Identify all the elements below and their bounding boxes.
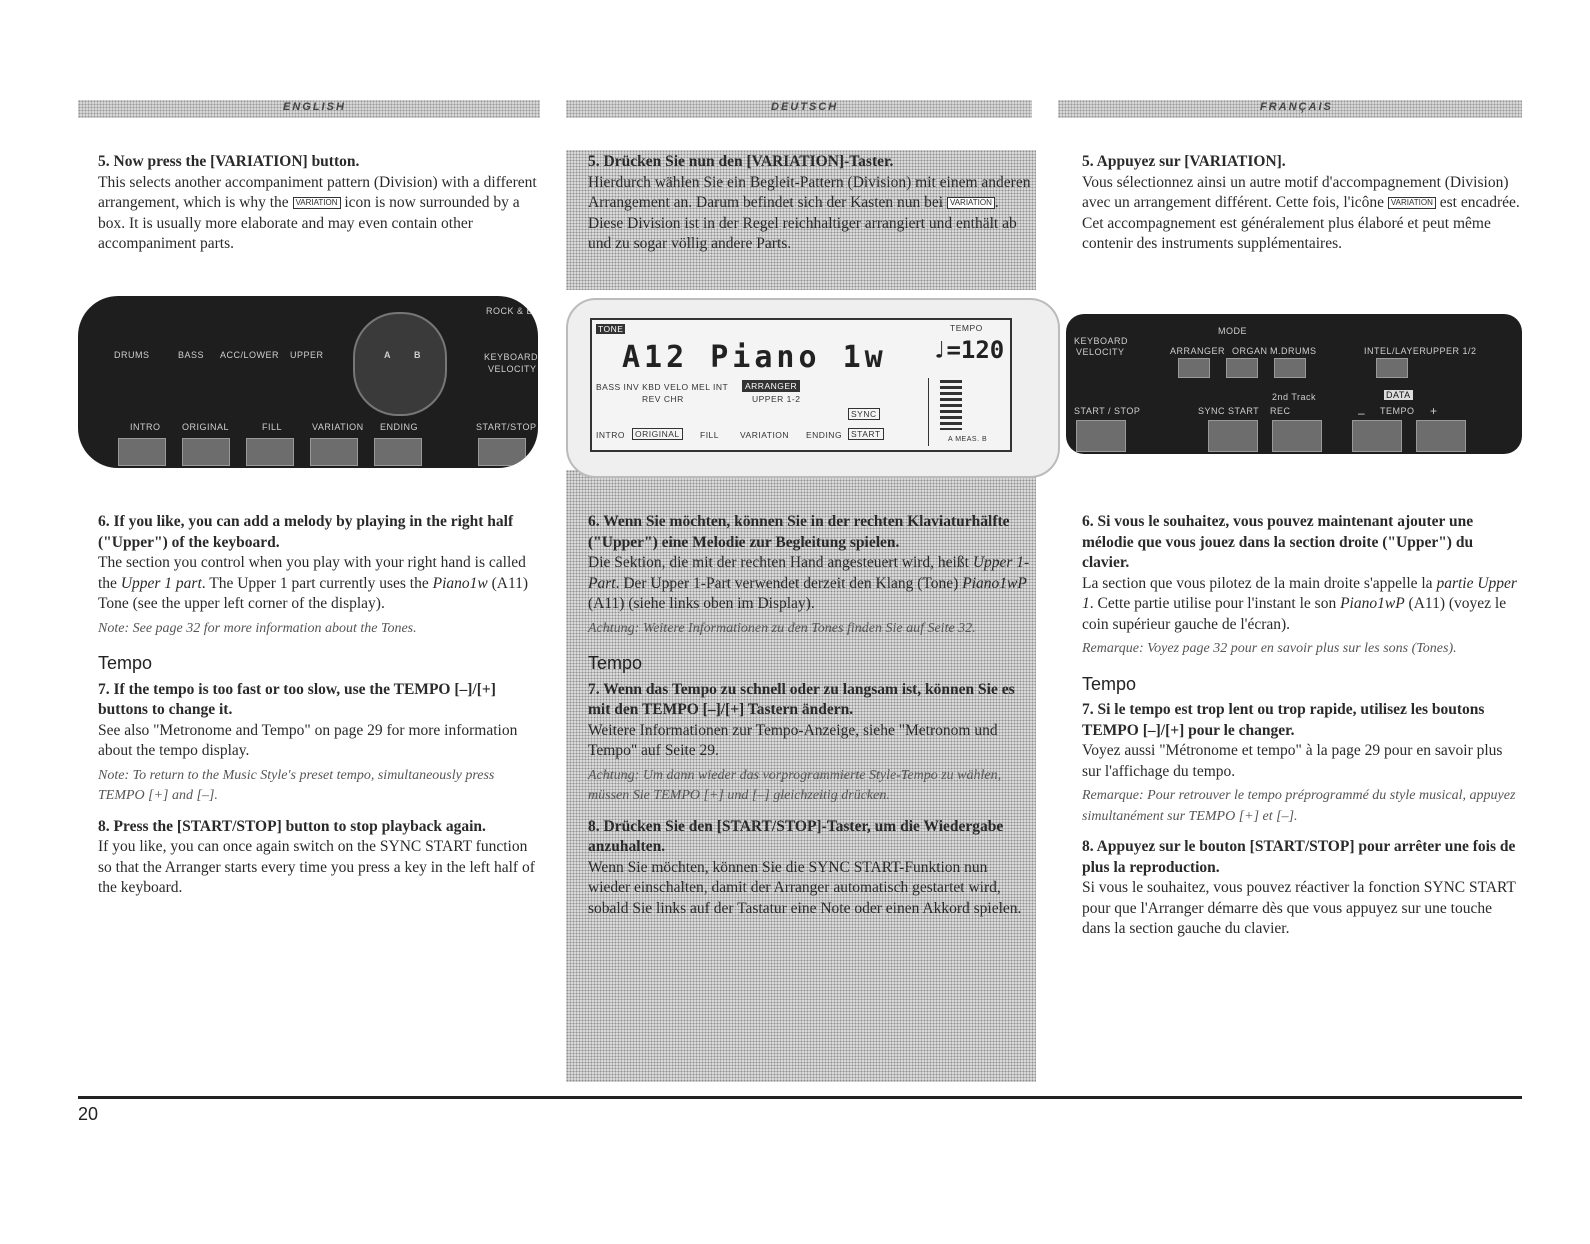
deutsch-tempo-heading: Tempo: [588, 653, 643, 673]
deutsch-step5: [588, 152, 1032, 255]
deutsch-step7-body: Weitere Informationen zur Tempo-Anzeige, siehe "Metronom und Tempo" auf Seite 29.: [588, 721, 998, 759]
deutsch-step6-body-b: . Der Upper 1-Part verwendet derzeit den Klang (Tone): [615, 574, 959, 592]
francais-step5-title: 5. Appuyez sur [VARIATION].: [1082, 153, 1286, 170]
francais-step7-title: 7. Si le tempo est trop lent ou trop rapide, utilisez les boutons TEMPO [–]/[+] pour le changer.: [1082, 701, 1485, 739]
panel-r-mode: MODE: [1218, 326, 1247, 336]
original-button[interactable]: [182, 438, 230, 466]
lcd-display: [590, 318, 1012, 452]
francais-step8-title: 8. Appuyez sur le bouton [START/STOP] pour arrêter une fois de plus la reproduction.: [1082, 838, 1516, 876]
deutsch-step6-title: 6. Wenn Sie möchten, können Sie in der rechten Klaviaturhälfte ("Upper") eine Melodie zur Begleitung spielen.: [588, 513, 1010, 551]
francais-step7-note: Remarque: Pour retrouver le tempo préprogrammé du style musical, appuyez simultanément sur TEMPO [+] et [–].: [1082, 788, 1516, 824]
variation-icon-fr: VARIATION: [1388, 197, 1436, 209]
organ-mode-button[interactable]: [1226, 358, 1258, 378]
panel-r-start-stop: START / STOP: [1074, 406, 1141, 416]
deutsch-step7-note: Achtung: Um dann wieder das vorprogrammierte Style-Tempo zu wählen, müssen Sie TEMPO [+] und [–] gleichzeitig drücken.: [588, 767, 1002, 803]
english-step6-note: Note: See page 32 for more information about the Tones.: [98, 620, 417, 636]
lcd-level-meter: [940, 380, 962, 430]
lcd-upper-row: UPPER 1-2: [752, 394, 801, 404]
english-step6-body: [98, 553, 540, 615]
deutsch-step8-body: Wenn Sie möchten, können Sie die SYNC START-Funktion nun wieder einschalten, damit der Arranger automatisch gestartet wird, sobald Sie links auf der Tastatur eine Note oder einen Akkord spielen.: [588, 858, 1022, 917]
panel-r-data: DATA: [1386, 390, 1411, 400]
intel-layer-button[interactable]: [1376, 358, 1408, 378]
start-stop-button-r[interactable]: [1076, 420, 1126, 452]
english-step5-body: [98, 173, 540, 255]
francais-header: FRANÇAIS: [1260, 101, 1333, 113]
panel-label-rock: ROCK & B: [486, 306, 534, 316]
panel-label-variation: VARIATION: [312, 422, 364, 432]
lcd-measure: A MEAS. B: [948, 436, 988, 443]
panel-label-keyboard: KEYBOARD: [484, 352, 538, 362]
lcd-rev-chr: REV CHR: [642, 394, 684, 404]
francais-step6-body-c: (A11) (voyez le coin supérieur gauche de l'écran).: [1082, 595, 1507, 633]
english-step8-body: If you like, you can once again switch on the SYNC START function so that the Arranger starts every time you press a key in the left half of the keyboard.: [98, 838, 535, 896]
english-header-band: [78, 100, 540, 118]
lcd-arranger-box: ARRANGER: [742, 380, 800, 392]
variation-icon-de: VARIATION: [947, 197, 995, 209]
panel-label-ending: ENDING: [380, 422, 419, 432]
lcd-original-box: ORIGINAL: [632, 428, 683, 440]
panel-label-a: A: [384, 350, 391, 360]
francais-step6-note: Remarque: Voyez page 32 pour en savoir plus sur les sons (Tones).: [1082, 641, 1457, 656]
francais-lower: [1082, 512, 1522, 940]
variation-button[interactable]: [310, 438, 358, 466]
fill-button[interactable]: [246, 438, 294, 466]
francais-step6-em2: Piano1wP: [1340, 595, 1405, 612]
francais-step6-body-a: La section que vous pilotez de la main droite s'appelle la: [1082, 574, 1433, 592]
deutsch-step6-body-a: Die Sektion, die mit der rechten Hand angesteuert wird, heißt: [588, 554, 969, 571]
english-step5-body-b: icon is now surrounded by a box. It is usually more elaborate and may even contain other accompaniment parts.: [98, 194, 520, 252]
lcd-ending: ENDING: [806, 430, 843, 440]
deutsch-step8-title: 8. Drücken Sie den [START/STOP]-Taster, um die Wiedergabe anzuhalten.: [588, 817, 1004, 855]
english-step6-title: 6. If you like, you can add a melody by playing in the right half ("Upper") of the keyboard.: [98, 513, 514, 551]
panel-r-sync-start: SYNC START: [1198, 406, 1260, 416]
right-panel-illustration: [1066, 314, 1522, 454]
footer-rule: [78, 1096, 1522, 1099]
panel-r-upper12: UPPER 1/2: [1426, 346, 1477, 356]
english-step5-body-a: This selects another accompaniment pattern (Division) with a different arrangement, which is why the: [98, 173, 537, 211]
francais-step7-body: Voyez aussi "Métronome et tempo" à la page 29 pour en savoir plus sur l'affichage du tempo.: [1082, 742, 1503, 780]
english-step5: [98, 152, 540, 255]
english-step6-body-c: (A11) Tone (see the upper left corner of the display).: [98, 574, 529, 612]
english-tempo-heading: Tempo: [98, 653, 153, 673]
deutsch-lower: [588, 512, 1032, 919]
lcd-tempo-label: TEMPO: [950, 323, 983, 333]
panel-r-arranger: ARRANGER: [1170, 346, 1226, 356]
deutsch-step7-title: 7. Wenn das Tempo zu schnell oder zu langsam ist, können Sie es mit den TEMPO [–]/[+] Tastern ändern.: [588, 680, 1015, 718]
english-lower: [98, 512, 540, 899]
deutsch-step5-body-a: Hierdurch wählen Sie ein Begleit-Pattern (Division) mit einem anderen Arrangement an. Darum befindet sich der Kasten nun bei: [588, 173, 1031, 211]
lcd-fill: FILL: [700, 430, 720, 440]
francais-step6-body-b: . Cette partie utilise pour l'instant le son: [1089, 595, 1337, 612]
panel-label-upper: UPPER: [290, 350, 324, 360]
panel-label-bass: BASS: [178, 350, 205, 360]
panel-r-plus: +: [1430, 404, 1438, 418]
deutsch-step5-body-b: . Diese Division ist in der Regel reichhaltiger arrangiert und enthält ab und zu sogar völlig andere Parts.: [588, 194, 1017, 252]
deutsch-step5-title: 5. Drücken Sie nun den [VARIATION]-Taster.: [588, 153, 894, 170]
panel-r-mdrums: M.DRUMS: [1270, 346, 1317, 356]
panel-r-intel-layer: INTEL/LAYER: [1364, 346, 1427, 356]
variation-icon: VARIATION: [293, 197, 341, 209]
panel-label-start-stop: START/STOP: [476, 422, 537, 432]
english-step7-note: Note: To return to the Music Style's preset tempo, simultaneously press TEMPO [+] and [–].: [98, 767, 495, 803]
panel-label-acc-lower: ACC/LOWER: [220, 350, 280, 360]
francais-step5-body: [1082, 173, 1522, 255]
francais-tempo-heading: Tempo: [1082, 673, 1137, 694]
francais-step5-body-a: Vous sélectionnez ainsi un autre motif d'accompagnement (Division) avec un arrangement différent. Cette fois, l'icône: [1082, 173, 1509, 211]
deutsch-header-band: [566, 100, 1032, 118]
deutsch-step6-em2: Piano1wP: [962, 574, 1027, 592]
tempo-minus-button[interactable]: [1352, 420, 1402, 452]
mdrums-mode-button[interactable]: [1274, 358, 1306, 378]
lcd-variation: VARIATION: [740, 430, 790, 440]
rec-button[interactable]: [1272, 420, 1322, 452]
english-step8-title: 8. Press the [START/STOP] button to stop playback again.: [98, 817, 486, 835]
page-number: 20: [78, 1104, 99, 1124]
francais-step5: [1082, 152, 1522, 255]
arranger-mode-button[interactable]: [1178, 358, 1210, 378]
panel-r-2nd-track: 2nd Track: [1272, 392, 1317, 402]
deutsch-header: DEUTSCH: [771, 101, 839, 113]
panel-r-keyboard: KEYBOARD: [1074, 336, 1129, 346]
english-step5-title: 5. Now press the [VARIATION] button.: [98, 153, 360, 170]
deutsch-step6-note: Achtung: Weitere Informationen zu den Tones finden Sie auf Seite 32.: [588, 620, 976, 636]
francais-step5-body-b: est encadrée. Cet accompagnement est généralement plus élaboré et peut même contenir des instruments supplémentaires.: [1082, 194, 1520, 252]
sync-start-button[interactable]: [1208, 420, 1258, 452]
english-step7-body: See also "Metronome and Tempo" on page 29 for more information about the tempo display.: [98, 721, 518, 759]
tempo-plus-button[interactable]: [1416, 420, 1466, 452]
ending-button[interactable]: [374, 438, 422, 466]
francais-step6-body: [1082, 574, 1522, 636]
intro-button[interactable]: [118, 438, 166, 466]
lcd-sync-box: SYNC: [848, 408, 880, 420]
dpad[interactable]: [353, 312, 447, 416]
lcd-parts-row: BASS INV KBD VELO MEL INT: [596, 382, 729, 392]
panel-label-fill: FILL: [262, 422, 283, 432]
start-stop-button[interactable]: [478, 438, 526, 466]
english-step6-em: Upper 1 part: [120, 574, 202, 592]
panel-r-tempo: TEMPO: [1380, 406, 1415, 416]
panel-label-drums: DRUMS: [114, 350, 150, 360]
deutsch-step6-body: [588, 553, 1032, 615]
lcd-tone-label: TONE: [598, 324, 624, 334]
panel-label-velocity: VELOCITY: [488, 364, 537, 374]
lcd-divider: [928, 378, 929, 446]
panel-label-intro: INTRO: [130, 422, 161, 432]
english-step6-body-a: The section you control when you play with your right hand is called the: [98, 554, 526, 592]
english-step6-em2: Piano1w: [432, 574, 488, 592]
francais-step6-em: partie Upper 1: [1082, 574, 1517, 612]
lcd-start-box: START: [848, 428, 884, 440]
lcd-tempo-value: ♩=120: [932, 336, 1005, 364]
panel-r-rec: REC: [1270, 406, 1291, 416]
panel-r-velocity: VELOCITY: [1076, 347, 1125, 357]
panel-label-original: ORIGINAL: [182, 422, 230, 432]
panel-r-organ: ORGAN: [1232, 346, 1268, 356]
left-panel-illustration: [78, 296, 538, 468]
lcd-tone-name: A12 Piano 1w: [622, 340, 887, 375]
francais-step8-body: Si vous le souhaitez, vous pouvez réactiver la fonction SYNC START pour que l'Arranger démarre dès que vous appuyez sur une touche dans la section gauche du clavier.: [1082, 879, 1516, 937]
english-step7-title: 7. If the tempo is too fast or too slow, use the TEMPO [–]/[+] buttons to change it.: [98, 680, 496, 718]
francais-header-band: [1058, 100, 1522, 118]
deutsch-step6-em: Upper 1-Part: [588, 554, 1030, 592]
deutsch-step5-body: [588, 173, 1032, 255]
english-step6-body-b: . The Upper 1 part currently uses the: [201, 574, 429, 592]
english-header: ENGLISH: [283, 101, 346, 113]
deutsch-step6-body-c: (A11) (siehe links oben im Display).: [588, 595, 815, 612]
panel-label-b: B: [414, 350, 421, 360]
lcd-intro: INTRO: [596, 430, 625, 440]
francais-step6-title: 6. Si vous le souhaitez, vous pouvez maintenant ajouter une mélodie que vous jouez dans la section droite ("Upper") du clavier.: [1082, 513, 1474, 571]
panel-r-minus: –: [1358, 406, 1366, 420]
